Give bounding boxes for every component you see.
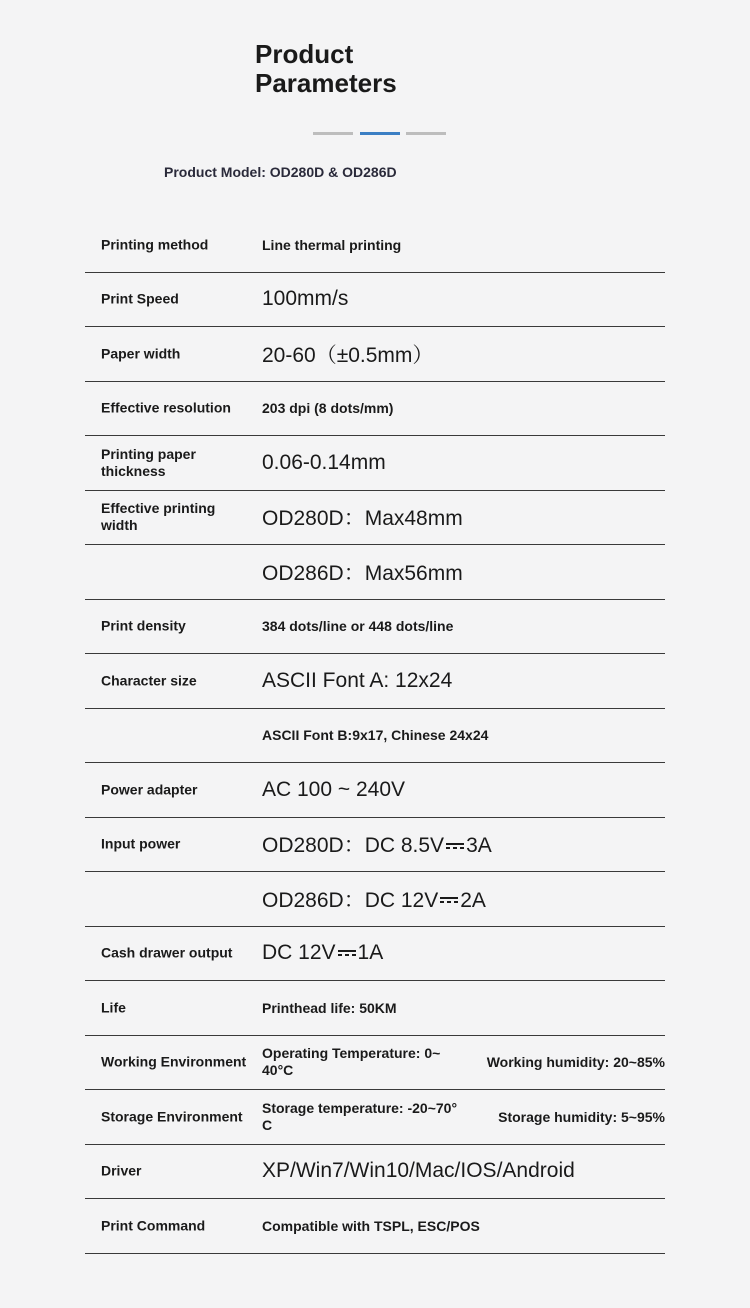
- product-model: Product Model: OD280D & OD286D: [164, 164, 397, 180]
- spec-value: 203 dpi (8 dots/mm): [262, 400, 394, 417]
- spec-row-input-power-od286d: [85, 872, 665, 927]
- spec-value: AC 100 ~ 240V: [262, 777, 406, 801]
- spec-label: Printing paper thickness: [101, 445, 196, 479]
- spec-row-cash-drawer: [85, 927, 665, 982]
- spec-value: [262, 829, 492, 859]
- spec-value-post: 1A: [357, 941, 384, 965]
- spec-label: Character size: [101, 672, 197, 689]
- dc-symbol-icon: [440, 895, 458, 905]
- spec-row-printing-width-od280d: [85, 491, 665, 546]
- spec-value: ASCII Font A: 12x24: [262, 668, 453, 692]
- spec-label: Driver: [101, 1162, 142, 1179]
- spec-row-print-speed: [85, 273, 665, 328]
- spec-label: Printing method: [101, 236, 209, 253]
- spec-label: Life: [101, 999, 126, 1016]
- spec-row-working-environment: [85, 1036, 665, 1091]
- spec-value-pre: DC 12V: [262, 941, 336, 965]
- spec-value: OD280D：Max48mm: [262, 507, 463, 531]
- spec-row-printing-width-od286d: [85, 545, 665, 600]
- spec-label: Cash drawer output: [101, 944, 233, 961]
- title-line-2: Parameters: [255, 68, 397, 98]
- divider-bar-accent: [360, 132, 400, 135]
- spec-value: Operating Temperature: 0~ 40°C: [262, 1045, 441, 1079]
- spec-value: 20-60（±0.5mm）: [262, 343, 434, 367]
- spec-value: 384 dots/line or 448 dots/line: [262, 618, 454, 635]
- spec-row-power-adapter: [85, 763, 665, 818]
- title-line-1: Product: [255, 39, 354, 69]
- spec-row-printing-method: [85, 218, 665, 273]
- spec-row-effective-resolution: [85, 382, 665, 437]
- spec-row-character-size-a: [85, 654, 665, 709]
- spec-row-character-size-b: [85, 709, 665, 764]
- spec-row-input-power-od280d: [85, 818, 665, 873]
- spec-value-secondary: Storage humidity: 5~95%: [498, 1108, 665, 1125]
- spec-label: Print Speed: [101, 290, 179, 307]
- spec-value: [262, 941, 383, 965]
- title-divider: [313, 132, 447, 136]
- spec-value: [262, 884, 486, 914]
- spec-label: Working Environment: [101, 1053, 247, 1070]
- spec-label: Print density: [101, 617, 186, 634]
- spec-value: 0.06-0.14mm: [262, 450, 386, 474]
- spec-label: Paper width: [101, 345, 181, 362]
- spec-value-post: 3A: [466, 834, 492, 858]
- spec-label: Input power: [101, 835, 181, 852]
- page-title: [255, 40, 397, 98]
- spec-label: Storage Environment: [101, 1108, 243, 1125]
- spec-row-storage-environment: [85, 1090, 665, 1145]
- spec-value-post: 2A: [460, 888, 486, 912]
- spec-value: Compatible with TSPL, ESC/POS: [262, 1217, 480, 1234]
- spec-row-print-command: [85, 1199, 665, 1254]
- spec-table: [85, 218, 665, 1254]
- spec-value: OD286D：Max56mm: [262, 561, 463, 585]
- dc-symbol-icon: [338, 948, 356, 958]
- spec-row-print-density: [85, 600, 665, 655]
- spec-value: XP/Win7/Win10/Mac/IOS/Android: [262, 1159, 575, 1183]
- spec-label: Effective resolution: [101, 399, 231, 416]
- spec-row-life: [85, 981, 665, 1036]
- spec-value: Printhead life: 50KM: [262, 999, 397, 1016]
- spec-row-driver: [85, 1145, 665, 1200]
- spec-row-paper-thickness: [85, 436, 665, 491]
- spec-row-paper-width: [85, 327, 665, 382]
- spec-value-pre: OD286D：DC 12V: [262, 888, 439, 912]
- spec-value: 100mm/s: [262, 287, 349, 311]
- spec-label: Print Command: [101, 1217, 206, 1234]
- spec-value: Storage temperature: -20~70° C: [262, 1099, 458, 1133]
- divider-bar-right: [406, 132, 446, 135]
- spec-value-pre: OD280D：DC 8.5V: [262, 834, 445, 858]
- divider-bar-left: [313, 132, 353, 135]
- dc-symbol-icon: [446, 841, 464, 851]
- spec-value: ASCII Font B:9x17, Chinese 24x24: [262, 727, 489, 744]
- spec-value-secondary: Working humidity: 20~85%: [486, 1054, 665, 1071]
- spec-value: Line thermal printing: [262, 236, 402, 253]
- spec-label: Effective printing width: [101, 500, 216, 534]
- spec-label: Power adapter: [101, 781, 198, 798]
